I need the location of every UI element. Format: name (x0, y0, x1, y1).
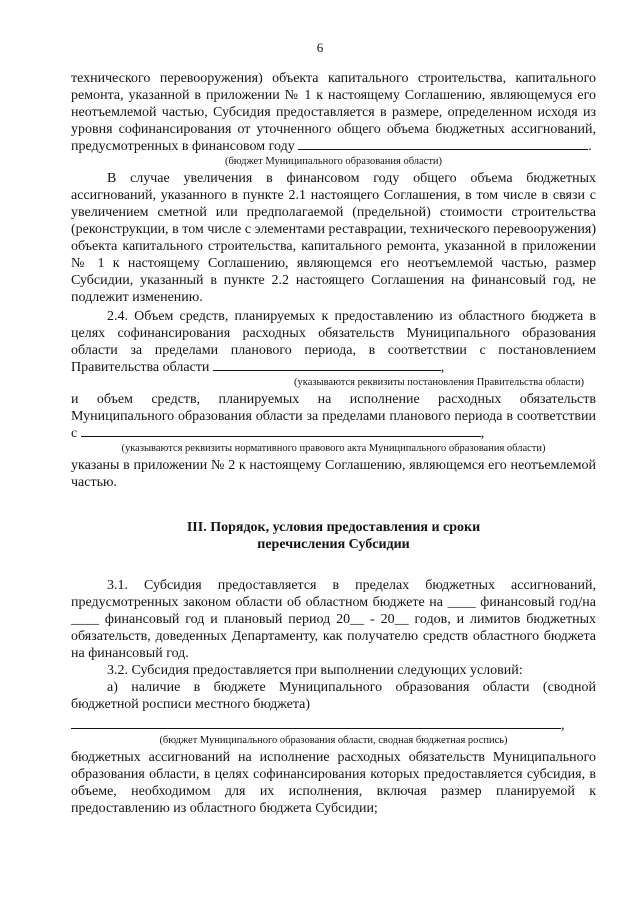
blank-field-budget[interactable] (298, 138, 588, 150)
paragraph-3-2: 3.2. Субсидия предоставляется при выполнении следующих условий: (107, 663, 523, 678)
section-heading-line-1: III. Порядок, условия предоставления и сроки (186, 520, 481, 535)
blank-field-budget-roster[interactable] (71, 717, 561, 729)
section-heading-line-2: перечисления Субсидии (257, 537, 410, 552)
paragraph-2-4 (71, 308, 596, 376)
paragraph-text: 2.4. Объем средств, планируемых к предоставлению из областного бюджета в целях софинансирования расходных обязательств Муниципального образования области за пределами планового периода, в соответствии с постановлением Правительства области (71, 309, 596, 375)
section-heading (71, 519, 596, 553)
paragraph-text: технического перевооружения) объекта капитального строительства, капитального ремонта, указанной в приложении № 1 к настоящему Соглашению, являющемуся его неотъемлемой частью, Субсидия предоставляется в размере, определенном исходя из уровня софинансирования от уточненного общего объема бюджетных ассигнований, предусмотренных в финансовом году (71, 71, 596, 154)
page-number: 6 (316, 40, 324, 55)
blank-field-government-decree[interactable] (213, 359, 441, 371)
paragraph-3-1: 3.1. Субсидия предоставляется в пределах бюджетных ассигнований, предусмотренных законом области об областном бюджете на ____ финансовый год/на ____ финансовый год и плановый период 20__ - 20__ годов, и лимитов бюджетных обязательств, доведенных Департаменту, как получателю средств областного бюджета на финансовый год. (71, 578, 596, 661)
punctuation: , (561, 718, 565, 733)
caption-municipal-budget: (бюджет Муниципального образования области) (224, 156, 443, 167)
blank-line-budget-roster (71, 717, 596, 734)
punctuation: , (480, 426, 485, 441)
paragraph-text: и объем средств, планируемых на исполнение расходных обязательств Муниципального образования области за пределами планового периода в соответствии с (71, 392, 596, 441)
punctuation: . (588, 139, 592, 154)
blank-field-legal-act[interactable] (81, 425, 481, 437)
punctuation: , (440, 360, 445, 375)
caption-legal-act: (указываются реквизиты нормативного правового акта Муниципального образования области) (121, 443, 546, 454)
paragraph-condition-a: а) наличие в бюджете Муниципального образования области (сводной бюджетной росписи местного бюджета) (71, 680, 596, 712)
paragraph-budget-allocations: бюджетных ассигнований на исполнение расходных обязательств Муниципального образования области, в целях софинансирования которых предоставляется субсидия, в объеме, необходимом для их исполнения, включая размер планируемой к предоставлению из областного бюджета Субсидии; (71, 750, 596, 816)
paragraph-funds-execution (71, 391, 596, 442)
caption-budget-roster: (бюджет Муниципального образования области, сводная бюджетная роспись) (159, 735, 508, 746)
paragraph-appendix-2: указаны в приложении № 2 к настоящему Соглашению, являющемся его неотъемлемой частью. (71, 458, 596, 490)
caption-government-decree: (указываются реквизиты постановления Правительства области) (294, 377, 584, 388)
paragraph-subsidy-cofinancing (71, 70, 596, 155)
paragraph-budget-increase: В случае увеличения в финансовом году общего объема бюджетных ассигнований, указанного в пункте 2.1 настоящего Соглашения, в том числе в связи с увеличением сметной или предполагаемой (предельной) стоимости строительства (реконструкции, в том числе с элементами реставрации, технического перевооружения) объекта капитального строительства, капитального ремонта, указанной в приложении № 1 к настоящему Соглашению, являющемся его неотъемлемой частью, размер Субсидии, указанный в пункте 2.2 настоящего Соглашения на финансовый год, не подлежит изменению. (71, 171, 596, 305)
